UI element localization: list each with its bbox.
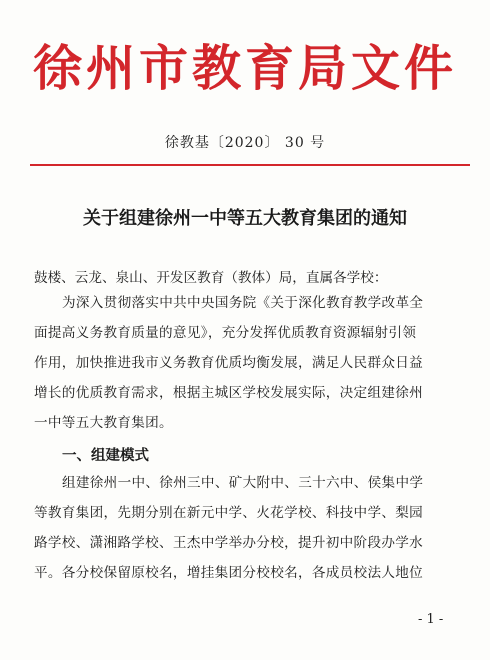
notice-title: 关于组建徐州一中等五大教育集团的通知 (83, 208, 407, 229)
paragraph-line: 一中等五大教育集团。 (34, 415, 173, 431)
section-heading: 一、组建模式 (62, 448, 149, 464)
page-number: - 1 - (418, 612, 444, 627)
red-divider-line (30, 164, 470, 166)
paragraph-line: 增长的优质教育需求，根据主城区学校发展实际，决定组建徐州 (34, 385, 424, 401)
paragraph-intro (34, 288, 466, 438)
addressee-line: 鼓楼、云龙、泉山、开发区教育（教体）局，直属各学校： (34, 270, 388, 286)
paragraph-line: 为深入贯彻落实中共中央国务院《关于深化教育教学改革全 (62, 295, 424, 311)
document-number: 徐教基〔2020〕 30 号 (164, 135, 326, 151)
paragraph-section1 (34, 468, 466, 588)
masthead-title: 徐州市教育局文件 (32, 39, 457, 97)
paragraph-line: 等教育集团，先期分别在新元中学、火花学校、科技中学、梨园 (34, 505, 424, 521)
paragraph-line: 路学校、潇湘路学校、王杰中学举办分校，提升初中阶段办学水 (34, 535, 424, 551)
paragraph-line: 组建徐州一中、徐州三中、矿大附中、三十六中、侯集中学 (62, 475, 424, 491)
paragraph-line: 作用，加快推进我市义务教育优质均衡发展，满足人民群众日益 (34, 355, 424, 371)
paragraph-line: 面提高义务教育质量的意见》，充分发挥优质教育资源辐射引领 (34, 325, 417, 341)
paragraph-line: 平。各分校保留原校名，增挂集团分校校名，各成员校法人地位 (34, 565, 424, 581)
